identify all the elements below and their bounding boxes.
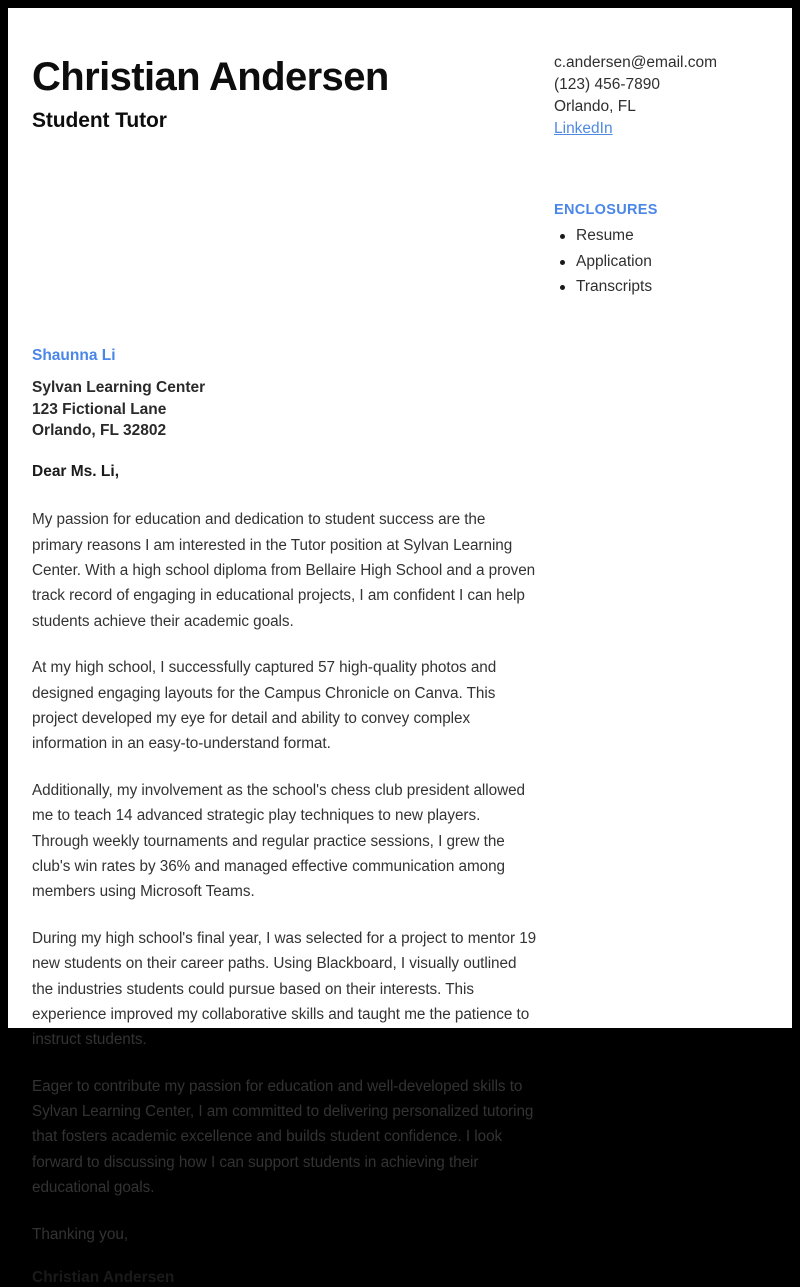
recipient-company: Sylvan Learning Center (32, 379, 206, 397)
signature-name: Christian Andersen (32, 1269, 175, 1287)
letter-paragraph: My passion for education and dedication to student success are the primary reasons I am interested in the Tutor position at Sylvan Learning Center. With a high school diploma from Bellaire High School and a proven track record of engaging in educational projects, I am confident I can help students achieve their academic goals. (32, 511, 536, 630)
salutation: Dear Ms. Li, (32, 462, 119, 480)
recipient-name: Shaunna Li (32, 346, 116, 364)
contact-email: c.andersen@email.com (554, 54, 718, 71)
enclosure-item: Application (576, 252, 768, 278)
recipient-street: 123 Fictional Lane (32, 400, 167, 418)
letter-header (32, 48, 768, 303)
candidate-name: Christian Andersen (32, 55, 389, 99)
contact-location: Orlando, FL (554, 98, 636, 115)
enclosures-section (554, 202, 768, 303)
recipient-address (32, 377, 540, 440)
letter-paragraphs (32, 507, 540, 1200)
letter-paragraph: Eager to contribute my passion for education and well-developed skills to Sylvan Learning Center, I am committed to delivering personalized tutoring that fosters academic excellence and builds student confidence. I look forward to discussing how I can support students in achieving their educational goals. (32, 1077, 534, 1197)
enclosure-item: Resume (576, 226, 768, 252)
enclosures-list (554, 226, 768, 303)
recipient-city-state-zip: Orlando, FL 32802 (32, 421, 167, 439)
identity-block (32, 48, 389, 132)
contact-phone: (123) 456-7890 (554, 76, 660, 93)
contact-link-item (554, 118, 768, 140)
recipient-block (32, 347, 540, 441)
letter-body-column (32, 347, 540, 1287)
closing-line: Thanking you, (32, 1225, 129, 1243)
linkedin-link[interactable]: LinkedIn (554, 120, 613, 137)
candidate-job-title: Student Tutor (32, 109, 167, 133)
letter-paragraph: Additionally, my involvement as the school's chess club president allowed me to teach 14 advanced strategic play techniques to new players. Through weekly tournaments and regular practice sessions, I grew the club's win rates by 36% and managed effective communication among members using Microsoft Teams. (32, 781, 525, 901)
cover-letter-page (8, 8, 792, 1287)
letter-paragraph: During my high school's final year, I was selected for a project to mentor 19 new students on their career paths. Using Blackboard, I visually outlined the industries students could pursue based on their interests. This experience improved my collaborative skills and taught me the patience to instruct students. (32, 929, 537, 1049)
right-rail (554, 48, 768, 303)
enclosures-heading: ENCLOSURES (554, 202, 658, 218)
enclosure-item: Transcripts (576, 277, 768, 303)
letter-paragraph: At my high school, I successfully captured 57 high-quality photos and designed engaging layouts for the Campus Chronicle on Canva. This project developed my eye for detail and ability to convey complex information in an easy-to-understand format. (32, 659, 497, 753)
contact-info-list (554, 52, 768, 140)
